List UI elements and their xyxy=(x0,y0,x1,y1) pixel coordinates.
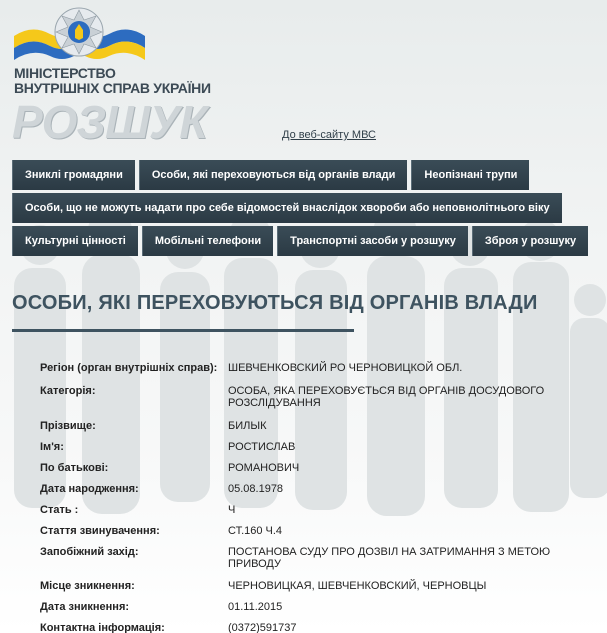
detail-value: БИЛЫК xyxy=(228,420,267,432)
nav-missing-citizens[interactable]: Зниклі громадяни xyxy=(12,160,135,190)
detail-label: Стаття звинувачення: xyxy=(40,525,160,537)
detail-label: Категорія: xyxy=(40,385,96,397)
nav-fugitives[interactable]: Особи, які переховуються від органів влади xyxy=(139,160,408,190)
person-details xyxy=(40,362,580,633)
detail-value: СТ.160 Ч.4 xyxy=(228,525,283,537)
ministry-name-line1: МІНІСТЕРСТВО xyxy=(14,65,116,81)
detail-value: РОСТИСЛАВ xyxy=(228,441,296,453)
detail-row-birth-date xyxy=(40,483,580,495)
detail-label: Місце зникнення: xyxy=(40,580,135,592)
nav-cultural-values[interactable]: Культурні цінності xyxy=(12,226,138,256)
ministry-name-line2: ВНУТРІШНІХ СПРАВ УКРАЇНИ xyxy=(14,80,211,96)
detail-value: 01.11.2015 xyxy=(228,601,283,613)
detail-row-patronymic xyxy=(40,462,580,474)
title-underline-divider xyxy=(12,329,354,332)
detail-label: Дата народження: xyxy=(40,483,139,495)
detail-row-disappearance-place xyxy=(40,580,580,592)
detail-label: По батькові: xyxy=(40,462,109,474)
detail-row-sex xyxy=(40,504,580,516)
detail-value: ОСОБА, ЯКА ПЕРЕХОВУЄТЬСЯ ВІД ОРГАНІВ ДОСУДОВОГО РОЗСЛІДУВАННЯ xyxy=(228,385,545,409)
detail-row-preventive-measure xyxy=(40,546,580,570)
detail-value: (0372)591737 xyxy=(228,622,297,633)
detail-value: Ч xyxy=(228,504,236,516)
detail-value: ПОСТАНОВА СУДУ ПРО ДОЗВІЛ НА ЗАТРИМАННЯ З МЕТОЮ ПРИВОДУ xyxy=(228,546,551,570)
detail-value: 05.08.1978 xyxy=(228,483,284,495)
detail-value: РОМАНОВИЧ xyxy=(228,462,300,474)
detail-row-first-name xyxy=(40,441,580,453)
detail-row-surname xyxy=(40,420,580,432)
ministry-emblem-logo xyxy=(12,6,147,66)
detail-row-contact-info xyxy=(40,622,580,633)
page-title: ОСОБИ, ЯКІ ПЕРЕХОВУЮТЬСЯ ВІД ОРГАНІВ ВЛАДИ xyxy=(12,292,538,314)
ministry-name xyxy=(14,66,211,96)
nav-row-1 xyxy=(12,160,602,190)
main-navigation xyxy=(12,160,602,259)
detail-label: Стать : xyxy=(40,504,79,516)
nav-wanted-vehicles[interactable]: Транспортні засоби у розшуку xyxy=(277,226,468,256)
detail-label: Прізвище: xyxy=(40,420,96,432)
nav-row-2 xyxy=(12,193,602,223)
detail-value: ЧЕРНОВИЦКАЯ, ШЕВЧЕНКОВСКИЙ, ЧЕРНОВЦЫ xyxy=(228,580,487,592)
ministry-website-link[interactable]: До веб-сайту МВС xyxy=(282,129,376,141)
nav-mobile-phones[interactable]: Мобільні телефони xyxy=(142,226,273,256)
nav-wanted-weapons[interactable]: Зброя у розшуку xyxy=(472,226,588,256)
detail-value: ШЕВЧЕНКОВСКИЙ РО ЧЕРНОВИЦКОЙ ОБЛ. xyxy=(228,362,463,374)
detail-row-region xyxy=(40,362,580,374)
nav-unidentified-bodies[interactable]: Неопізнані трупи xyxy=(411,160,529,190)
detail-row-category xyxy=(40,385,580,409)
detail-label: Дата зникнення: xyxy=(40,601,130,613)
detail-label: Ім'я: xyxy=(40,441,64,453)
section-logo-text: РОЗШУК xyxy=(12,96,207,148)
detail-row-charge-article xyxy=(40,525,580,537)
detail-label: Регіон (орган внутрішніх справ): xyxy=(40,362,218,374)
nav-persons-unable-to-identify[interactable]: Особи, що не можуть надати про себе відомостей внаслідок хвороби або неповнолітнього віку xyxy=(12,193,562,223)
detail-row-disappearance-date xyxy=(40,601,580,613)
detail-label: Контактна інформація: xyxy=(40,622,165,633)
nav-row-3 xyxy=(12,226,602,256)
detail-label: Запобіжний захід: xyxy=(40,546,139,558)
